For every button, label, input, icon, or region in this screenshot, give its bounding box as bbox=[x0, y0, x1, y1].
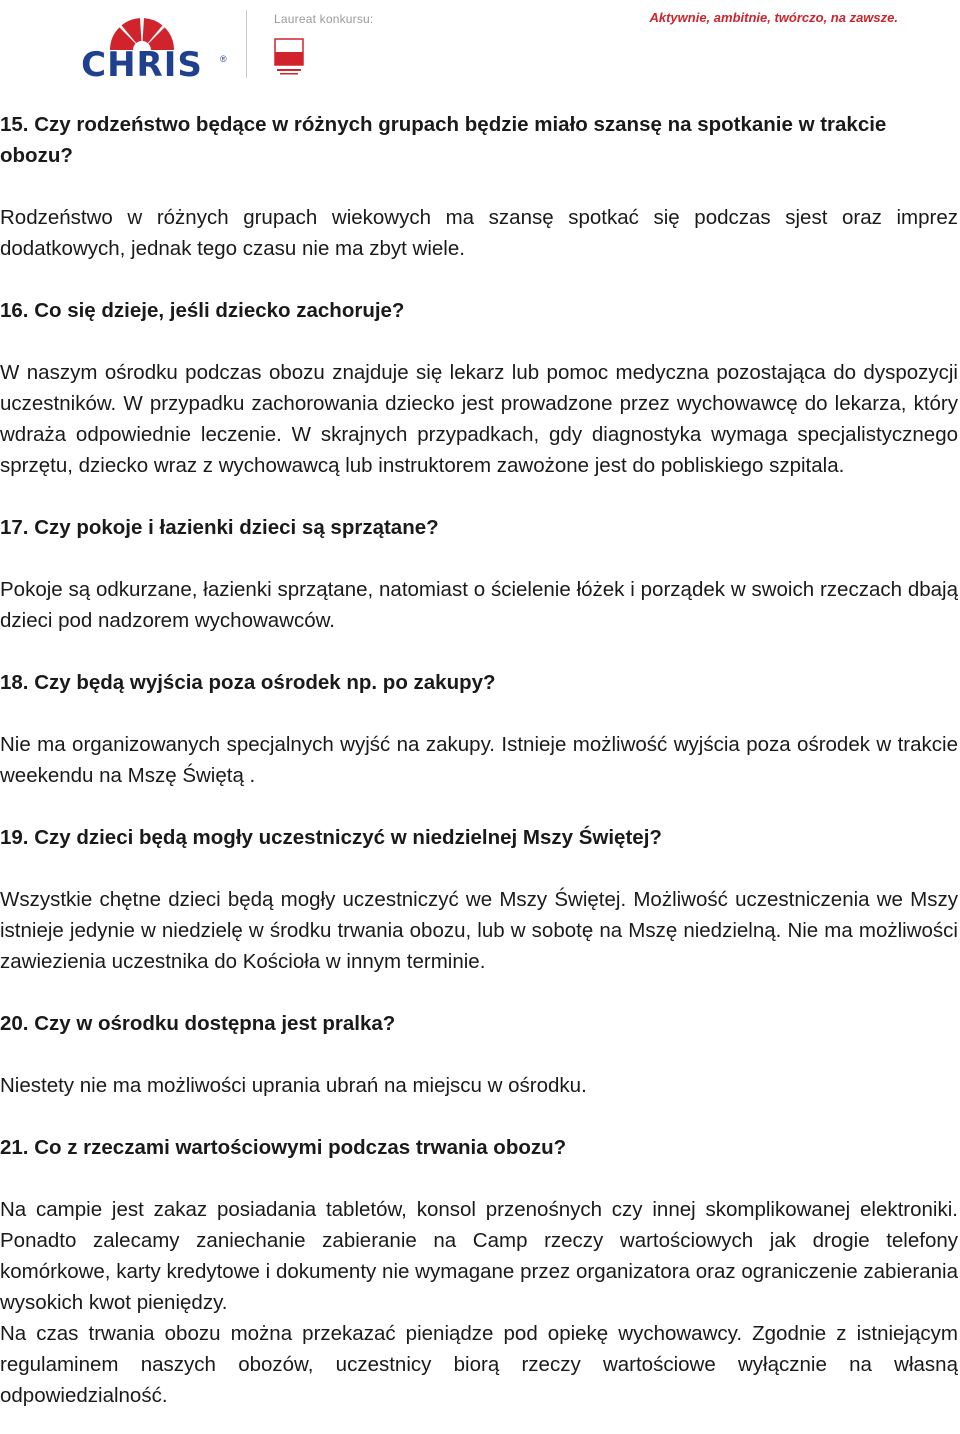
faq-answer-16: W naszym ośrodku podczas obozu znajduje się lekarz lub pomoc medyczna pozostająca do dyspozycji uczestników. W przypadku zachorowania dziecko jest prowadzone przez wychowawcę do lekarza, który wdraża odpowiednie leczenie. W skrajnych przypadkach, gdy diagnostyka wymaga specjalistycznego sprzętu, dziecko wraz z wychowawcą lub instruktorem zawożone jest do pobliskiego szpitala. bbox=[0, 361, 958, 477]
faq-question-20: 20. Czy w ośrodku dostępna jest pralka? bbox=[0, 1012, 396, 1035]
faq-content bbox=[0, 109, 958, 1411]
header-divider bbox=[246, 10, 247, 78]
faq-answer-18: Nie ma organizowanych specjalnych wyjść na zakupy. Istnieje możliwość wyjścia poza ośrodek w trakcie weekendu na Mszę Świętą . bbox=[0, 733, 958, 787]
faq-answer-21-paragraph-1: Na campie jest zakaz posiadania tabletów, konsol przenośnych czy innej skomplikowanej elektroniki. Ponadto zalecamy zaniechanie zabieranie na Camp rzeczy wartościowych jak drogie telefony komórkowe, karty kredytowe i dokumenty nie wymagane przez organizatora oraz ograniczenie zabierania wysokich kwot pieniędzy. bbox=[0, 1198, 958, 1314]
laureat-label: Laureat konkursu: bbox=[274, 12, 374, 26]
faq-answer-21-paragraph-2: Na czas trwania obozu można przekazać pieniądze pod opiekę wychowawcy. Zgodnie z istniejącym regulaminem naszych obozów, uczestnicy biorą rzeczy wartościowe wyłącznie na własną odpowiedzialność. bbox=[0, 1322, 958, 1407]
faq-question-18: 18. Czy będą wyjścia poza ośrodek np. po zakupy? bbox=[0, 671, 496, 694]
faq-answer-15: Rodzeństwo w różnych grupach wiekowych ma szansę spotkać się podczas sjest oraz imprez dodatkowych, jednak tego czasu nie ma zbyt wiele. bbox=[0, 206, 958, 260]
teraz-polska-emblem-icon bbox=[274, 38, 304, 76]
faq-answer-19: Wszystkie chętne dzieci będą mogły uczestniczyć we Mszy Świętej. Możliwość uczestniczenia we Mszy istnieje jedynie w niedzielę w środku trwania obozu, lub w sobotę na Mszę niedzielną. Nie ma możliwości zawiezienia uczestnika do Kościoła w innym terminie. bbox=[0, 888, 958, 973]
slogan: Aktywnie, ambitnie, twórczo, na zawsze. bbox=[649, 10, 898, 25]
page-header bbox=[0, 0, 960, 90]
faq-question-19: 19. Czy dzieci będą mogły uczestniczyć w niedzielnej Mszy Świętej? bbox=[0, 826, 662, 849]
logo-registered-mark: ® bbox=[220, 54, 227, 64]
faq-answer-20: Niestety nie ma możliwości uprania ubrań na miejscu w ośrodku. bbox=[0, 1074, 587, 1097]
faq-question-16: 16. Co się dzieje, jeśli dziecko zachoruje? bbox=[0, 299, 405, 322]
faq-question-15: 15. Czy rodzeństwo będące w różnych grupach będzie miało szansę na spotkanie w trakcie obozu? bbox=[0, 113, 887, 167]
chris-logo bbox=[56, 8, 228, 85]
faq-question-21: 21. Co z rzeczami wartościowymi podczas trwania obozu? bbox=[0, 1136, 567, 1159]
faq-answer-17: Pokoje są odkurzane, łazienki sprzątane, natomiast o ścielenie łóżek i porządek w swoich rzeczach dbają dzieci pod nadzorem wychowawców. bbox=[0, 578, 958, 632]
logo-wordmark: CHRIS bbox=[81, 45, 203, 85]
faq-question-17: 17. Czy pokoje i łazienki dzieci są sprzątane? bbox=[0, 516, 439, 539]
